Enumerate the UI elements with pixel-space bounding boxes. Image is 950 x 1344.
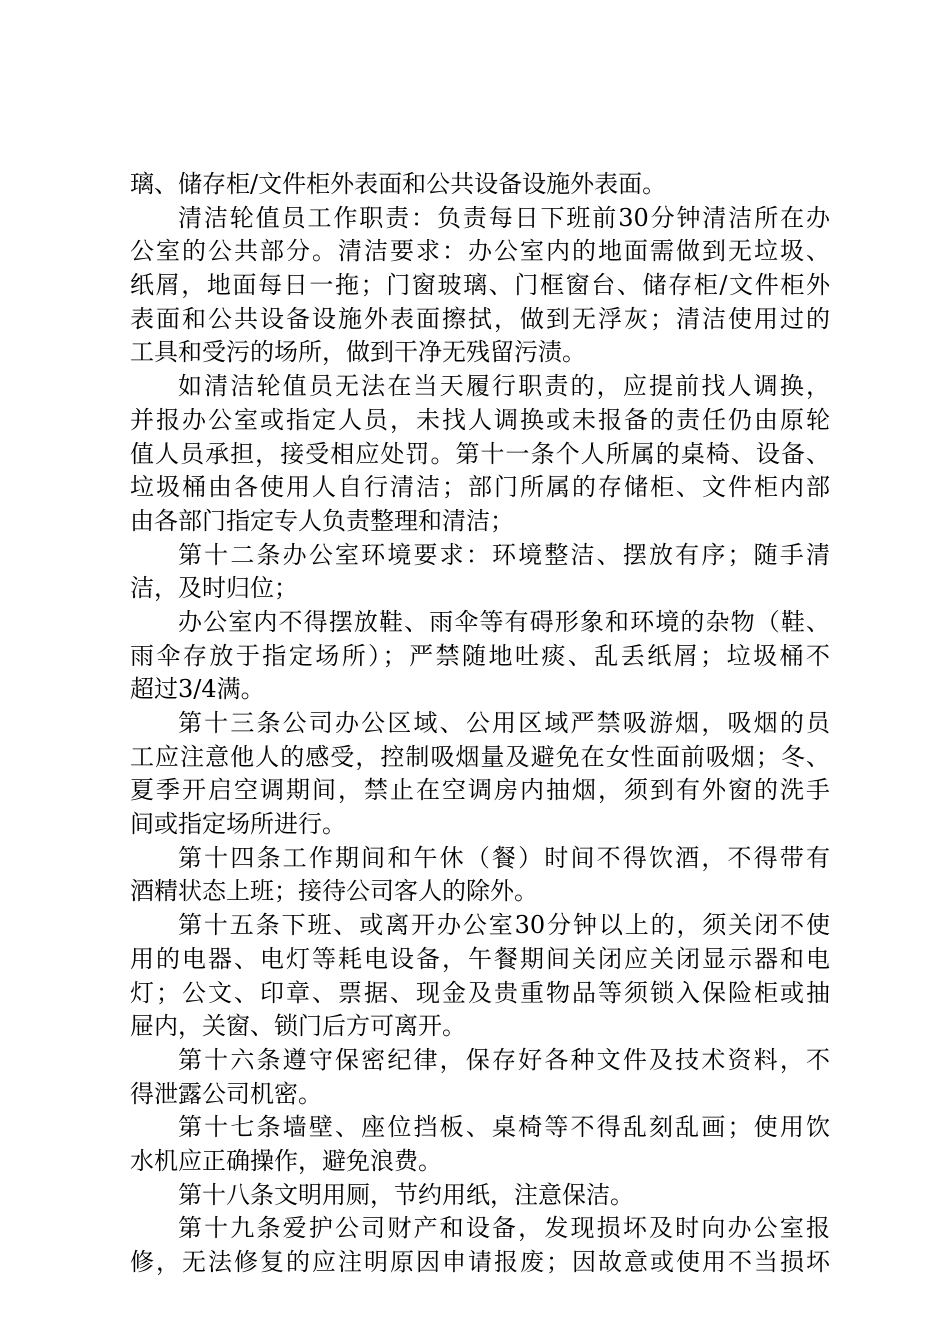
text-line: 屉内，关窗、锁门后方可离开。 [130, 1012, 466, 1041]
text-line: 璃、储存柜/文件柜外表面和公共设备设施外表面。 [130, 170, 667, 198]
text-line: 清洁轮值员工作职责：负责每日下班前30分钟清洁所在办 [178, 203, 830, 232]
text-line: 间或指定场所进行。 [130, 810, 346, 839]
text-line: 雨伞存放于指定场所）；严禁随地吐痰、乱丢纸屑；垃圾桶不 [130, 641, 830, 670]
text-line: 第十三条公司办公区域、公用区域严禁吸游烟，吸烟的员 [178, 709, 830, 737]
text-line: 第十七条墙壁、座位挡板、桌椅等不得乱刻乱画；使用饮 [178, 1113, 830, 1142]
text-line: 表面和公共设备设施外表面擦拭，做到无浮灰；清洁使用过的 [130, 304, 830, 333]
text-line: 用的电器、电灯等耗电设备，午餐期间关闭应关闭显示器和电 [130, 944, 830, 973]
text-line: 第十九条爱护公司财产和设备，发现损坏及时向办公室报 [178, 1214, 830, 1243]
text-line: 第十二条办公室环境要求：环境整洁、摆放有序；随手清 [178, 540, 830, 569]
text-line: 由各部门指定专人负责整理和清洁； [130, 506, 514, 535]
text-line: 第十四条工作期间和午休（餐）时间不得饮酒，不得带有 [178, 843, 830, 872]
text-line: 第十六条遵守保密纪律，保存好各种文件及技术资料，不 [178, 1045, 830, 1074]
text-line: 并报办公室或指定人员，未找人调换或未报备的责任仍由原轮 [130, 405, 830, 434]
text-line: 水机应正确操作，避免浪费。 [130, 1146, 442, 1175]
document-body [130, 168, 830, 1280]
text-line: 第十五条下班、或离开办公室30分钟以上的，须关闭不使 [178, 911, 830, 940]
text-line: 值人员承担，接受相应处罚。第十一条个人所属的桌椅、设备、 [130, 439, 830, 468]
text-line: 洁，及时归位； [130, 574, 298, 603]
text-line: 如清洁轮值员无法在当天履行职责的，应提前找人调换， [178, 372, 830, 401]
text-line: 酒精状态上班；接待公司客人的除外。 [130, 877, 538, 906]
text-line: 垃圾桶由各使用人自行清洁；部门所属的存储柜、文件柜内部 [130, 473, 830, 502]
text-line: 得泄露公司机密。 [130, 1079, 322, 1108]
text-line: 纸屑，地面每日一拖；门窗玻璃、门框窗台、储存柜/文件柜外 [130, 271, 830, 300]
text-line: 办公室内不得摆放鞋、雨伞等有碍形象和环境的杂物（鞋、 [178, 607, 830, 636]
text-line: 夏季开启空调期间，禁止在空调房内抽烟，须到有外窗的洗手 [130, 776, 830, 805]
text-line: 工具和受污的场所，做到干净无残留污渍。 [130, 338, 586, 367]
text-line: 工应注意他人的感受，控制吸烟量及避免在女性面前吸烟；冬、 [130, 742, 830, 771]
text-line: 灯；公文、印章、票据、现金及贵重物品等须锁入保险柜或抽 [130, 978, 830, 1007]
text-line: 第十八条文明用厕，节约用纸，注意保洁。 [178, 1180, 634, 1209]
text-line: 公室的公共部分。清洁要求：办公室内的地面需做到无垃圾、 [130, 237, 830, 266]
text-line: 超过3/4满。 [130, 675, 265, 704]
text-line: 修，无法修复的应注明原因申请报废；因故意或使用不当损坏 [130, 1248, 830, 1276]
